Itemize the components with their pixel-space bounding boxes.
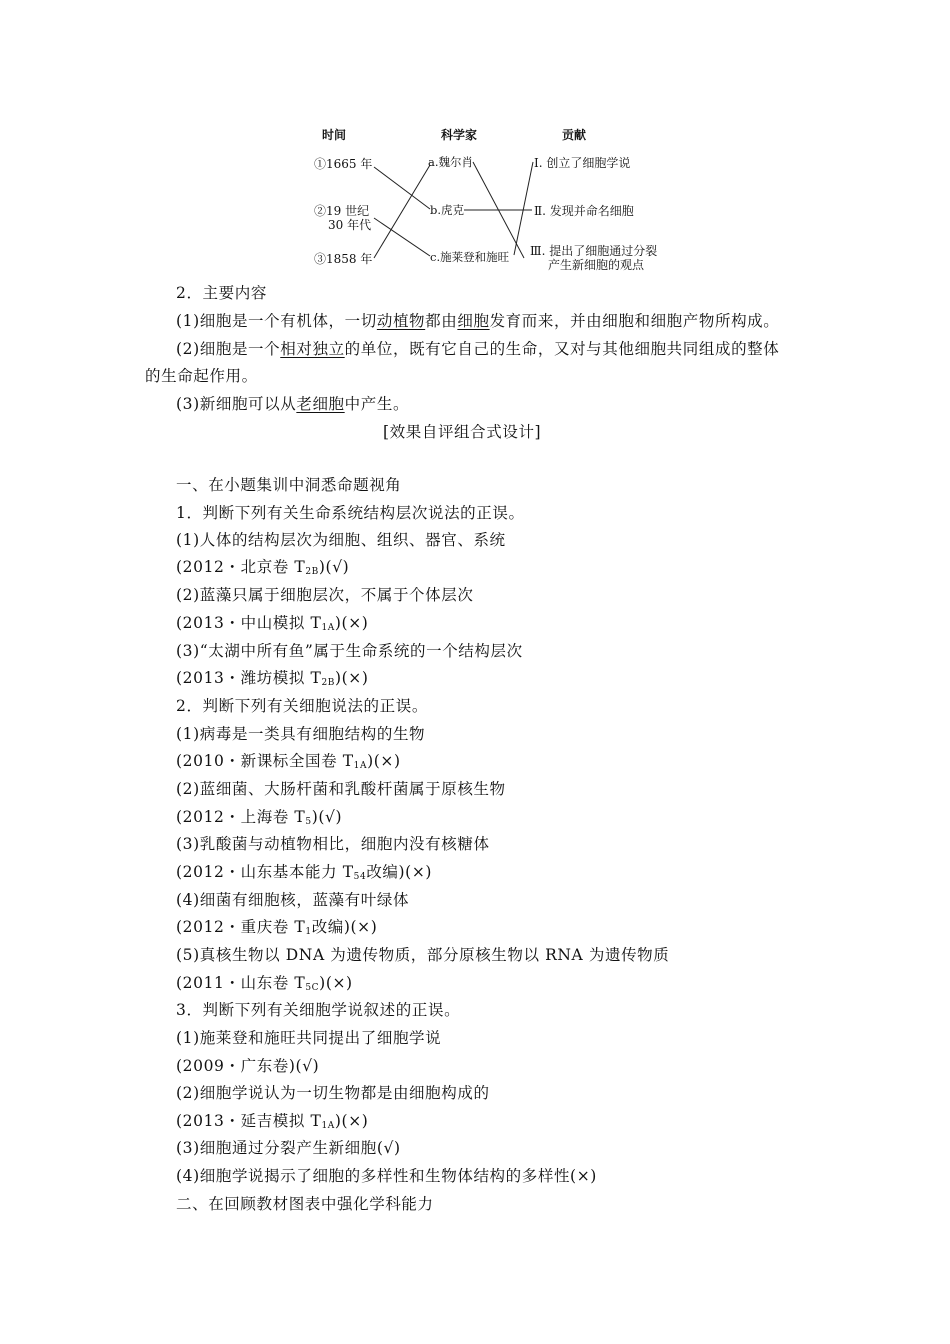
text-span: 的单位，既有它自己的生命，又对与其他细胞共同组成的整体 [344, 340, 780, 358]
part-2-heading: 二、在回顾教材图表中强化学科能力 [176, 1195, 434, 1213]
answer-mark: )(×) [319, 974, 353, 992]
text-span: 都由 [425, 312, 458, 330]
question-3-item-2-source [176, 1111, 368, 1136]
question-3-item-1-source: (2009・广东卷)(√) [176, 1057, 320, 1075]
content-point-3 [176, 394, 409, 414]
subscript: 1 [305, 927, 312, 937]
time-1830s: 30 年代 [328, 218, 372, 232]
question-1-item-3-source [176, 668, 369, 693]
question-1-item-2: (2)蓝藻只属于细胞层次，不属于个体层次 [176, 586, 474, 604]
question-2-item-3: (3)乳酸菌与动植物相比，细胞内没有核糖体 [176, 835, 490, 853]
text-span: (2010・新课标全国卷 T [176, 752, 354, 770]
text-span: (1)细胞是一个有机体，一切 [176, 312, 377, 330]
question-2-item-4: (4)细菌有细胞核，蓝藻有叶绿体 [176, 891, 410, 909]
question-3-item-3: (3)细胞通过分裂产生新细胞(√) [176, 1139, 401, 1157]
question-2-item-1-source [176, 751, 401, 776]
section-title: [效果自评组合式设计] [383, 423, 542, 441]
text-span: (2012・上海卷 T [176, 808, 306, 826]
answer-mark: )(×) [334, 1112, 369, 1130]
header-contribution: 贡献 [562, 128, 587, 142]
question-2-item-2: (2)蓝细菌、大肠杆菌和乳酸杆菌属于原核生物 [176, 780, 506, 798]
subscript: 2B [305, 567, 319, 577]
question-1-item-1: (1)人体的结构层次为细胞、组织、器官、系统 [176, 531, 506, 549]
underlined-answer: 细胞 [457, 312, 490, 330]
question-3-item-4: (4)细胞学说揭示了细胞的多样性和生物体结构的多样性(×) [176, 1167, 597, 1185]
subscript: 1A [353, 761, 368, 771]
subscript: 1A [321, 1121, 335, 1131]
time-1665: ①1665 年 [314, 157, 373, 171]
question-1-item-2-source [176, 613, 368, 638]
text-span: (2012・重庆卷 T [176, 918, 306, 936]
underlined-answer: 动植物 [376, 312, 426, 330]
subscript: 2B [321, 678, 336, 688]
question-2-item-2-source [176, 807, 342, 832]
content-point-1 [176, 311, 779, 331]
question-1-item-3: (3)“太湖中所有鱼”属于生命系统的一个结构层次 [176, 642, 523, 660]
text-span: (2)细胞是一个 [176, 340, 281, 358]
answer-mark: 改编)(×) [366, 863, 433, 881]
text-span: (2012・北京卷 T [176, 558, 306, 576]
header-scientist: 科学家 [441, 128, 478, 142]
underlined-answer: 相对独立 [280, 340, 345, 358]
scientist-hooke: b.虎克 [430, 203, 465, 217]
question-3-title: 3．判断下列有关细胞学说叙述的正误。 [176, 1001, 461, 1019]
text-span: (2012・山东基本能力 T [176, 863, 354, 881]
underlined-answer: 老细胞 [296, 395, 345, 413]
subscript: 1A [321, 623, 335, 633]
question-2-item-5: (5)真核生物以 DNA 为遗传物质，部分原核生物以 RNA 为遗传物质 [176, 946, 670, 964]
time-19th-century: ②19 世纪 [314, 204, 370, 218]
answer-mark: )(√) [318, 558, 350, 576]
answer-mark: )(√) [311, 808, 343, 826]
subscript: 54 [353, 872, 367, 882]
text-span: (2013・潍坊模拟 T [176, 669, 322, 687]
content-heading: 2．主要内容 [176, 284, 267, 302]
text-span: (2013・延吉模拟 T [176, 1112, 322, 1130]
question-1-title: 1．判断下列有关生命系统结构层次说法的正误。 [176, 504, 525, 522]
scientist-matching-diagram [300, 118, 680, 278]
question-3-item-1: (1)施莱登和施旺共同提出了细胞学说 [176, 1029, 442, 1047]
part-1-heading: 一、在小题集训中洞悉命题视角 [176, 476, 402, 494]
content-point-2-cont: 的生命起作用。 [145, 367, 258, 385]
subscript: 5C [305, 983, 320, 993]
text-span: (3)新细胞可以从 [176, 395, 297, 413]
scientist-virchow: a.魏尔肖 [428, 155, 474, 169]
header-time: 时间 [322, 128, 347, 142]
question-2-title: 2．判断下列有关细胞说法的正误。 [176, 697, 428, 715]
answer-mark: )(×) [367, 752, 401, 770]
answer-mark: 改编)(×) [311, 918, 378, 936]
contribution-1: Ⅰ. 创立了细胞学说 [534, 156, 631, 170]
text-span: (2013・中山模拟 T [176, 614, 322, 632]
question-2-item-4-source [176, 917, 377, 942]
answer-mark: )(×) [334, 614, 369, 632]
contribution-3-line2: 产生新细胞的观点 [548, 258, 645, 272]
question-2-item-5-source [176, 973, 353, 998]
content-point-2 [176, 339, 779, 359]
text-span: 中产生。 [344, 395, 410, 413]
subscript: 5 [305, 817, 312, 827]
contribution-3-line1: Ⅲ. 提出了细胞通过分裂 [530, 244, 658, 258]
text-span: 发育而来，并由细胞和细胞产物所构成。 [489, 312, 780, 330]
question-3-item-2: (2)细胞学说认为一切生物都是由细胞构成的 [176, 1084, 490, 1102]
time-1858: ③1858 年 [314, 252, 373, 266]
text-span: (2011・山东卷 T [176, 974, 306, 992]
question-1-item-1-source [176, 557, 349, 582]
question-2-item-1: (1)病毒是一类具有细胞结构的生物 [176, 725, 426, 743]
question-2-item-3-source [176, 862, 432, 887]
scientist-schleiden-schwann: c.施莱登和施旺 [430, 250, 510, 264]
contribution-2: Ⅱ. 发现并命名细胞 [534, 204, 634, 218]
answer-mark: )(×) [335, 669, 369, 687]
